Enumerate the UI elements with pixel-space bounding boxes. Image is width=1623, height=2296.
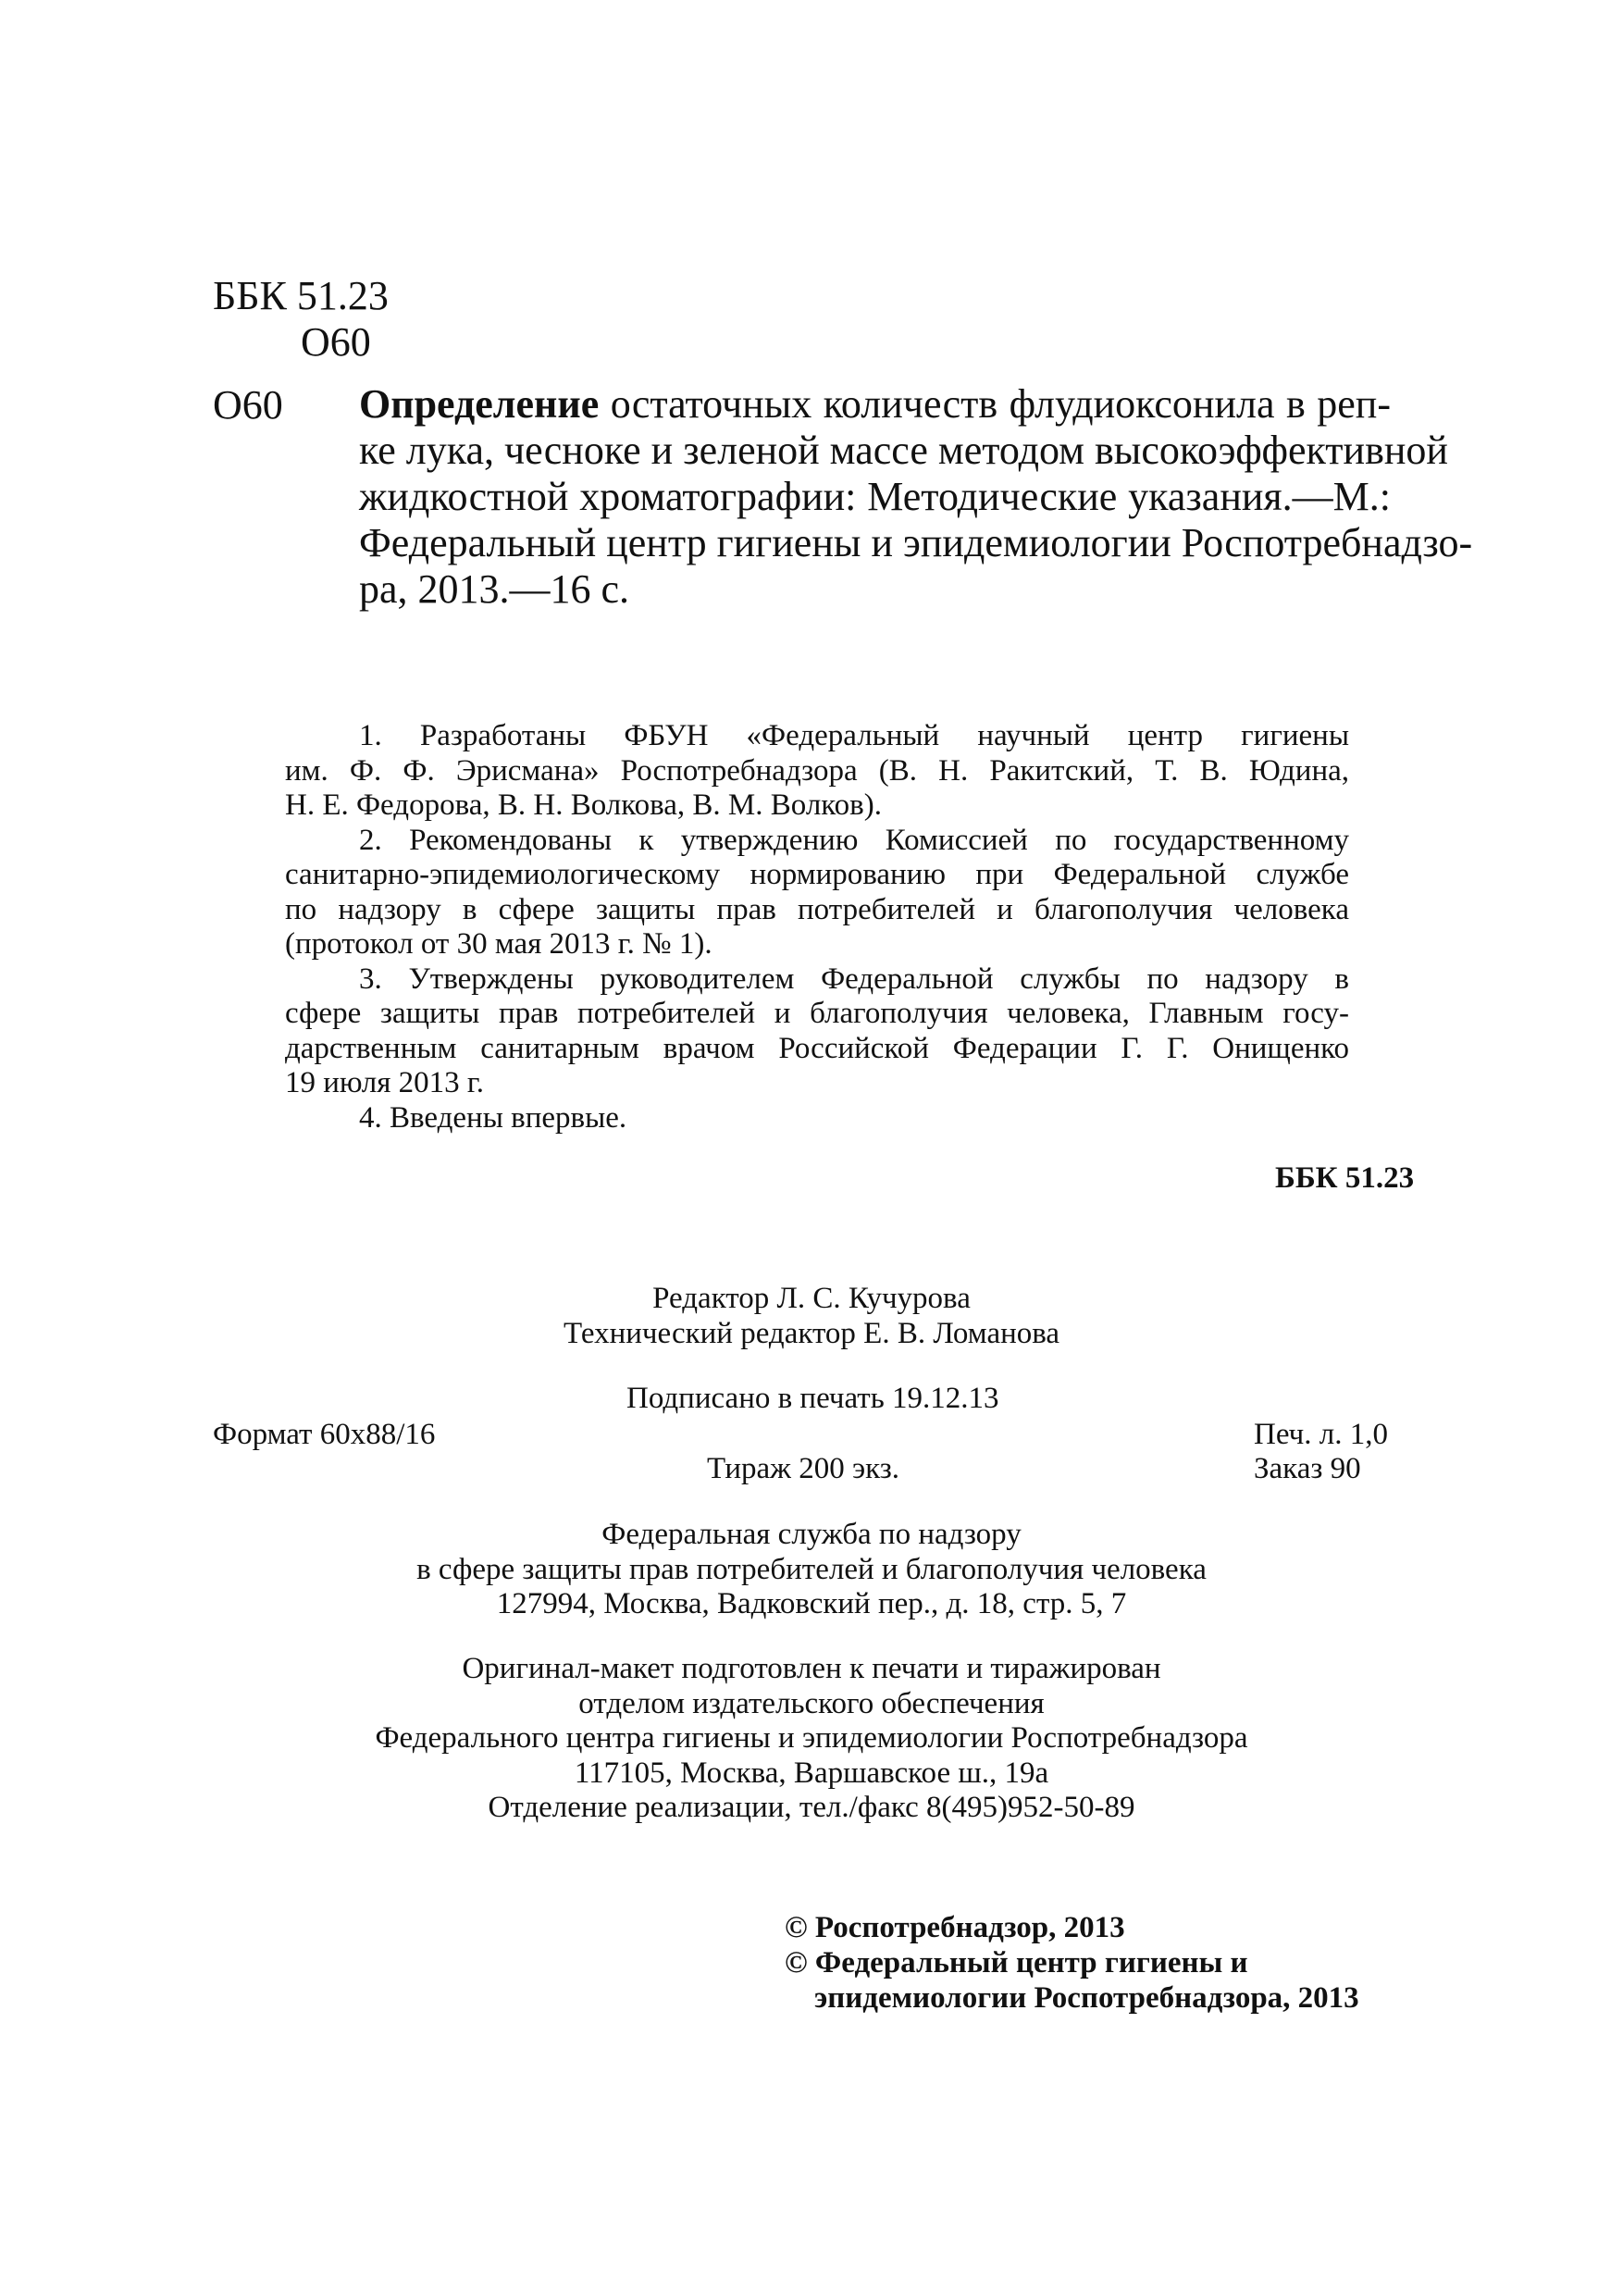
info-item-2-line: по надзору в сфере защиты прав потребителей и благополучия человека [285, 892, 1349, 926]
printer-line: Оригинал-макет подготовлен к печати и тиражирован [462, 1652, 1161, 1685]
order-number: Заказ 90 [1254, 1452, 1361, 1485]
printer-line: 117105, Москва, Варшавское ш., 19а [574, 1756, 1049, 1790]
info-list [285, 719, 1349, 1136]
info-item-2-line: санитарно-эпидемиологическому нормированию при Федеральной службе [285, 858, 1349, 891]
info-item-1-line: Н. Е. Федорова, В. Н. Волкова, В. М. Волков). [285, 788, 882, 822]
print-run: Тираж 200 экз. [707, 1452, 899, 1485]
info-item-3-line: дарственным санитарным врачом Российской Федерации Г. Г. Онищенко [285, 1031, 1349, 1065]
info-item-1-line: им. Ф. Ф. Эрисмана» Роспотребнадзора (В. Н. Ракитский, Т. В. Юдина, [285, 753, 1349, 788]
info-item-1-line: 1. Разработаны ФБУН «Федеральный научный центр гигиены [359, 719, 1349, 752]
bbk-index: ББК 51.23 [213, 273, 389, 318]
info-item-4-line: 4. Введены впервые. [359, 1100, 627, 1135]
editor: Редактор Л. С. Кучурова [652, 1282, 971, 1315]
copyright-line-1: © Роспотребнадзор, 2013 [785, 1911, 1125, 1944]
printer-block [0, 1652, 1623, 1826]
format: Формат 60x88/16 [213, 1418, 436, 1451]
annotation-line: ра, 2013.—16 с. [359, 566, 630, 612]
publisher-block [0, 1518, 1623, 1622]
printer-line: Отделение реализации, тел./факс 8(495)952-50-89 [488, 1791, 1135, 1824]
annotation-line: ке лука, чесноке и зеленой массе методом высокоэффективной [359, 428, 1448, 473]
info-item-2-line: (протокол от 30 мая 2013 г. № 1). [285, 927, 712, 961]
copyright-line-2: © Федеральный центр гигиены и [785, 1946, 1248, 1980]
publisher-line: в сфере защиты прав потребителей и благополучия человека [416, 1552, 1207, 1586]
annotation-mark: О60 [213, 382, 283, 428]
publisher-line: Федеральная служба по надзору [601, 1518, 1022, 1551]
annotation-line: Определение остаточных количеств флудиоксонила в реп- [359, 381, 1391, 427]
printer-line: отделом издательского обеспечения [578, 1686, 1045, 1720]
author-mark: О60 [301, 319, 371, 365]
sheets: Печ. л. 1,0 [1254, 1418, 1388, 1451]
signed-date: Подписано в печать 19.12.13 [626, 1382, 999, 1415]
info-item-3-line: 19 июля 2013 г. [285, 1066, 484, 1099]
tech-editor: Технический редактор Е. В. Ломанова [563, 1316, 1060, 1350]
publisher-line: 127994, Москва, Вадковский пер., д. 18, стр. 5, 7 [496, 1587, 1127, 1620]
editors-block [0, 1282, 1623, 1351]
copyright-line-3: эпидемиологии Роспотребнадзора, 2013 [814, 1981, 1359, 2015]
info-item-2-line: 2. Рекомендованы к утверждению Комиссией по государственному [359, 823, 1349, 857]
printer-line: Федерального центра гигиены и эпидемиологии Роспотребнадзора [375, 1721, 1248, 1755]
annotation-line: Федеральный центр гигиены и эпидемиологии Роспотребнадзо- [359, 520, 1473, 565]
annotation-line: жидкостной хроматографии: Методические указания.—М.: [359, 474, 1391, 519]
bbk-index-right: ББК 51.23 [1275, 1161, 1415, 1195]
annotation-text [359, 381, 1473, 613]
info-item-3-line: сфере защиты прав потребителей и благополучия человека, Главным госу- [285, 997, 1349, 1030]
annotation-title: Определение [359, 381, 600, 427]
info-item-3-line: 3. Утверждены руководителем Федеральной службы по надзору в [359, 962, 1349, 996]
